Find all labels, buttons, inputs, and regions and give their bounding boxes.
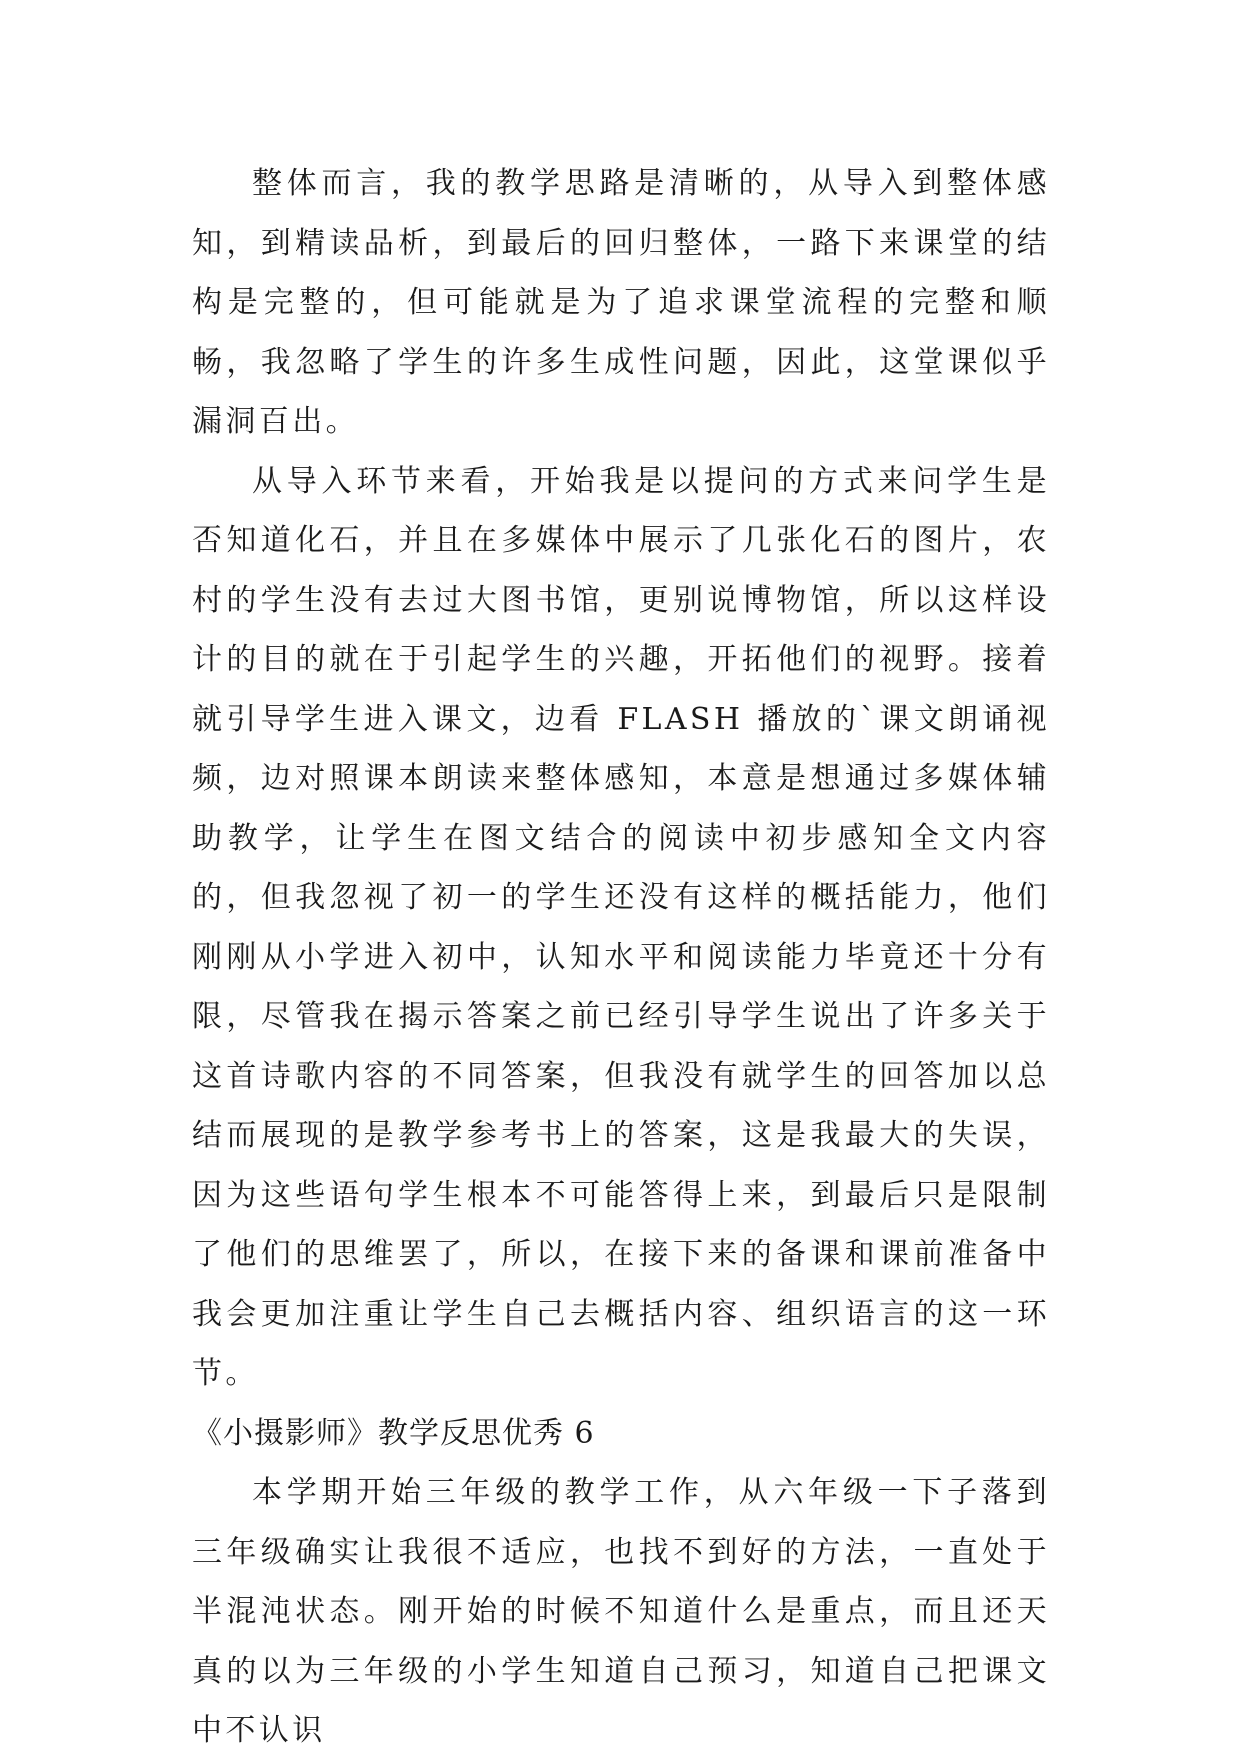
- section-heading: 《小摄影师》教学反思优秀 6: [192, 1415, 595, 1451]
- paragraph-introduction-analysis: 从导入环节来看，开始我是以提问的方式来问学生是否知道化石，并且在多媒体中展示了几张化石的图片，农村的学生没有去过大图书馆，更别说博物馆，所以这样设计的目的就在于引起学生的兴趣，开拓他们的视野。接着就引导学生进入课文，边看 FLASH 播放的`课文朗诵视频，边对照课本朗读来整体感知，本意是想通过多媒体辅助教学，让学生在图文结合的阅读中初步感知全文内容的，但我忽视了初一的学生还没有这样的概括能力，他们刚刚从小学进入初中，认知水平和阅读能力毕竟还十分有限，尽管我在揭示答案之前已经引导学生说出了许多关于这首诗歌内容的不同答案，但我没有就学生的回答加以总结而展现的是教学参考书上的答案，这是我最大的失误，因为这些语句学生根本不可能答得上来，到最后只是限制了他们的思维罢了，所以，在接下来的备课和课前准备中我会更加注重让学生自己去概括内容、组织语言的这一环节。: [192, 463, 1050, 1391]
- document-body: [192, 154, 1050, 1761]
- paragraph-semester-start: 本学期开始三年级的教学工作，从六年级一下子落到三年级确实让我很不适应，也找不到好的方法，一直处于半混沌状态。刚开始的时候不知道什么是重点，而且还天真的以为三年级的小学生知道自己预习，知道自己把课文中不认识: [192, 1475, 1050, 1748]
- paragraph-overall-reflection: 整体而言，我的教学思路是清晰的，从导入到整体感知，到精读品析，到最后的回归整体，一路下来课堂的结构是完整的，但可能就是为了追求课堂流程的完整和顺畅，我忽略了学生的许多生成性问题，因此，这堂课似乎漏洞百出。: [192, 166, 1050, 439]
